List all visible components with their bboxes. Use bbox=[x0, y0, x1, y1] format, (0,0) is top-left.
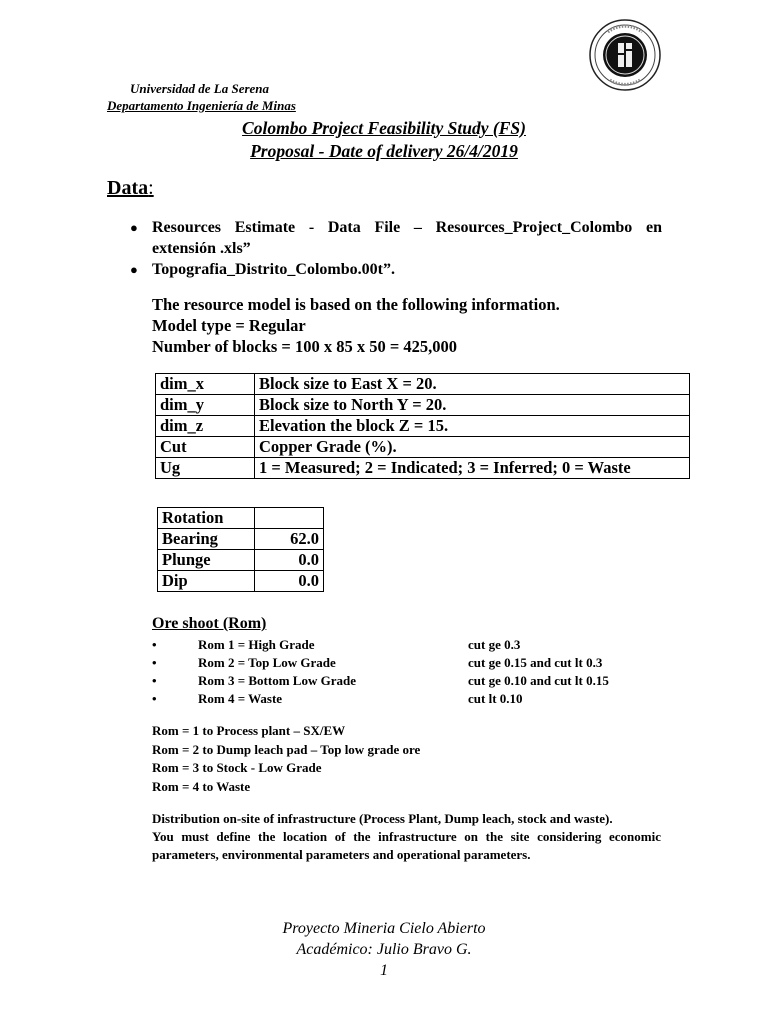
table-cell: 0.0 bbox=[255, 550, 324, 571]
block-definition-table bbox=[155, 373, 690, 479]
table-row bbox=[156, 416, 690, 437]
doc-subtitle: Proposal - Date of delivery 26/4/2019 bbox=[250, 141, 518, 161]
info-line: Model type = Regular bbox=[152, 316, 306, 335]
page-number: 1 bbox=[380, 962, 388, 979]
doc-title: Colombo Project Feasibility Study (FS) bbox=[242, 118, 526, 138]
data-heading: Data: bbox=[107, 177, 154, 199]
list-item: • Rom 2 = Top Low Grade cut ge 0.15 and cut lt 0.3 bbox=[152, 655, 603, 670]
paragraph: Distribution on-site of infrastructure (Process Plant, Dump leach, stock and waste). bbox=[152, 811, 613, 826]
university-name: Universidad de La Serena bbox=[130, 81, 270, 96]
rotation-table bbox=[157, 507, 324, 592]
table-cell: Bearing bbox=[158, 529, 255, 550]
list-item: • Rom 1 = High Grade cut ge 0.3 bbox=[152, 637, 521, 652]
table-cell: Plunge bbox=[158, 550, 255, 571]
table-cell: dim_z bbox=[156, 416, 255, 437]
list-item: • Rom 4 = Waste cut lt 0.10 bbox=[152, 691, 523, 706]
list-item: ● Topografia_Distrito_Colombo.00t”. bbox=[130, 259, 662, 280]
footer-course: Proyecto Mineria Cielo Abierto bbox=[282, 920, 486, 937]
destination-line: Rom = 1 to Process plant – SX/EW bbox=[152, 723, 346, 738]
table-cell: Dip bbox=[158, 571, 255, 592]
footer-academic: Académico: Julio Bravo G. bbox=[296, 941, 472, 958]
table-cell: 1 = Measured; 2 = Indicated; 3 = Inferred; 0 = Waste bbox=[255, 458, 690, 479]
table-row bbox=[156, 437, 690, 458]
table-cell: Cut bbox=[156, 437, 255, 458]
ore-shoot-heading: Ore shoot (Rom) bbox=[152, 615, 267, 632]
table-cell: Ug bbox=[156, 458, 255, 479]
list-item: ● Resources Estimate - Data File – Resources_Project_Colombo en extensión .xls” bbox=[130, 217, 662, 259]
data-bullets bbox=[130, 217, 662, 280]
table-row bbox=[158, 550, 324, 571]
paragraph: You must define the location of the infrastructure on the site considering economic parameters, environmental parameters and operational parameters. bbox=[152, 829, 661, 862]
table-cell: Block size to North Y = 20. bbox=[255, 395, 690, 416]
university-seal-icon bbox=[588, 18, 662, 92]
table-cell: Block size to East X = 20. bbox=[255, 374, 690, 395]
table-cell: Elevation the block Z = 15. bbox=[255, 416, 690, 437]
department-name: Departamento Ingeniería de Minas bbox=[107, 98, 296, 113]
table-cell: dim_y bbox=[156, 395, 255, 416]
table-row bbox=[158, 508, 324, 529]
table-row bbox=[156, 395, 690, 416]
destination-line: Rom = 3 to Stock - Low Grade bbox=[152, 760, 322, 775]
model-info bbox=[152, 294, 560, 357]
list-item: • Rom 3 = Bottom Low Grade cut ge 0.10 and cut lt 0.15 bbox=[152, 673, 609, 688]
table-cell bbox=[255, 508, 324, 529]
rom-destinations bbox=[152, 722, 420, 796]
table-row bbox=[158, 571, 324, 592]
table-cell: Copper Grade (%). bbox=[255, 437, 690, 458]
info-line: The resource model is based on the following information. bbox=[152, 295, 560, 314]
ore-shoot-list bbox=[152, 636, 672, 708]
table-row bbox=[158, 529, 324, 550]
destination-line: Rom = 2 to Dump leach pad – Top low grade ore bbox=[152, 741, 421, 757]
destination-line: Rom = 4 to Waste bbox=[152, 778, 251, 794]
table-row bbox=[156, 458, 690, 479]
table-cell: Rotation bbox=[158, 508, 255, 529]
table-cell: 62.0 bbox=[255, 529, 324, 550]
info-line: Number of blocks = 100 x 85 x 50 = 425,000 bbox=[152, 337, 457, 356]
table-cell: 0.0 bbox=[255, 571, 324, 592]
distribution-text bbox=[152, 810, 661, 864]
table-cell: dim_x bbox=[156, 374, 255, 395]
table-row bbox=[156, 374, 690, 395]
